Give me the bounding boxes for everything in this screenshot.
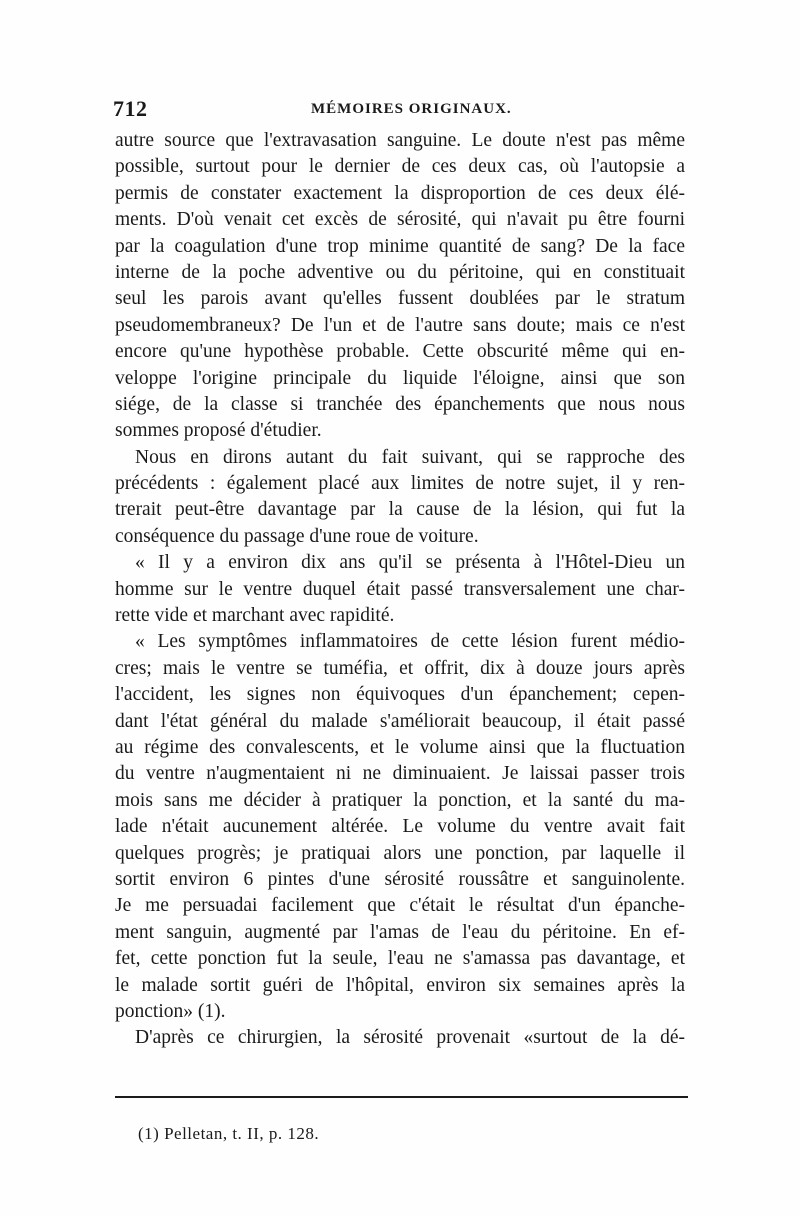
text-line: au régime des convalescents, et le volume ainsi que la fluctuation	[115, 736, 685, 758]
text-line: ponction» (1).	[115, 1000, 226, 1022]
text-line: D'après ce chirurgien, la sérosité provenait «surtout de la dé-	[135, 1027, 685, 1049]
text-line: trerait peut-être davantage par la cause de la lésion, qui fut la	[115, 499, 685, 521]
running-title: MÉMOIRES ORIGINAUX.	[311, 101, 512, 117]
text-line: ment sanguin, augmenté par l'amas de l'eau du péritoine. En ef-	[115, 921, 685, 943]
text-line: autre source que l'extravasation sanguine. Le doute n'est pas même	[115, 130, 685, 151]
text-line: conséquence du passage d'une roue de voiture.	[115, 525, 479, 547]
text-line: encore qu'une hypothèse probable. Cette obscurité même qui en-	[115, 341, 685, 363]
text-line: du ventre n'augmentaient ni ne diminuaient. Je laissai passer trois	[115, 763, 685, 785]
text-line: quelques progrès; je pratiquai alors une ponction, par laquelle il	[115, 842, 685, 864]
text-line: sortit environ 6 pintes d'une sérosité roussâtre et sanguinolente.	[115, 868, 685, 890]
body-text	[115, 128, 685, 1052]
text-line: Nous en dirons autant du fait suivant, qui se rapproche des	[135, 446, 685, 468]
text-line: rette vide et marchant avec rapidité.	[115, 605, 395, 627]
text-line: « Il y a environ dix ans qu'il se présenta à l'Hôtel-Dieu un	[135, 552, 685, 574]
text-line: ments. D'où venait cet excès de sérosité, qui n'avait pu être fourni	[115, 209, 685, 231]
text-line: permis de constater exactement la disproportion de ces deux élé-	[115, 182, 685, 204]
text-line: Je me persuadai facilement que c'était le résultat d'un épanche-	[115, 895, 685, 917]
text-line: interne de la poche adventive ou du péritoine, qui en constituait	[115, 261, 685, 283]
text-line: précédents : également placé aux limites de notre sujet, il y ren-	[115, 473, 685, 495]
page-number: 712	[113, 96, 148, 121]
text-line: par la coagulation d'une trop minime quantité de sang? De la face	[115, 235, 685, 257]
text-line: cres; mais le ventre se tuméfia, et offrit, dix à douze jours après	[115, 657, 685, 679]
text-line: siége, de la classe si tranchée des épanchements que nous nous	[115, 393, 685, 415]
text-line: fet, cette ponction fut la seule, l'eau ne s'amassa pas davantage, et	[115, 948, 685, 970]
footnote-rule	[115, 1096, 688, 1098]
text-line: lade n'était aucunement altérée. Le volume du ventre avait fait	[115, 816, 685, 838]
text-line: veloppe l'origine principale du liquide l'éloigne, ainsi que son	[115, 367, 685, 389]
text-line: l'accident, les signes non équivoques d'un épanchement; cepen-	[115, 684, 685, 706]
text-line: le malade sortit guéri de l'hôpital, environ six semaines après la	[115, 974, 685, 996]
text-line: homme sur le ventre duquel était passé transversalement une char-	[115, 578, 685, 600]
text-line: seul les parois avant qu'elles fussent doublées par le stratum	[115, 288, 685, 310]
page-header	[113, 96, 688, 122]
text-line: mois sans me décider à pratiquer la ponction, et la santé du ma-	[115, 789, 685, 811]
footnote: (1) Pelletan, t. II, p. 128.	[138, 1124, 320, 1143]
text-line: possible, surtout pour le dernier de ces deux cas, où l'autopsie a	[115, 156, 685, 178]
text-line: dant l'état général du malade s'améliorait beaucoup, il était passé	[115, 710, 685, 732]
text-line: pseudomembraneux? De l'un et de l'autre sans doute; mais ce n'est	[115, 314, 685, 336]
text-line: « Les symptômes inflammatoires de cette lésion furent médio-	[135, 631, 685, 653]
text-line: sommes proposé d'étudier.	[115, 420, 322, 442]
